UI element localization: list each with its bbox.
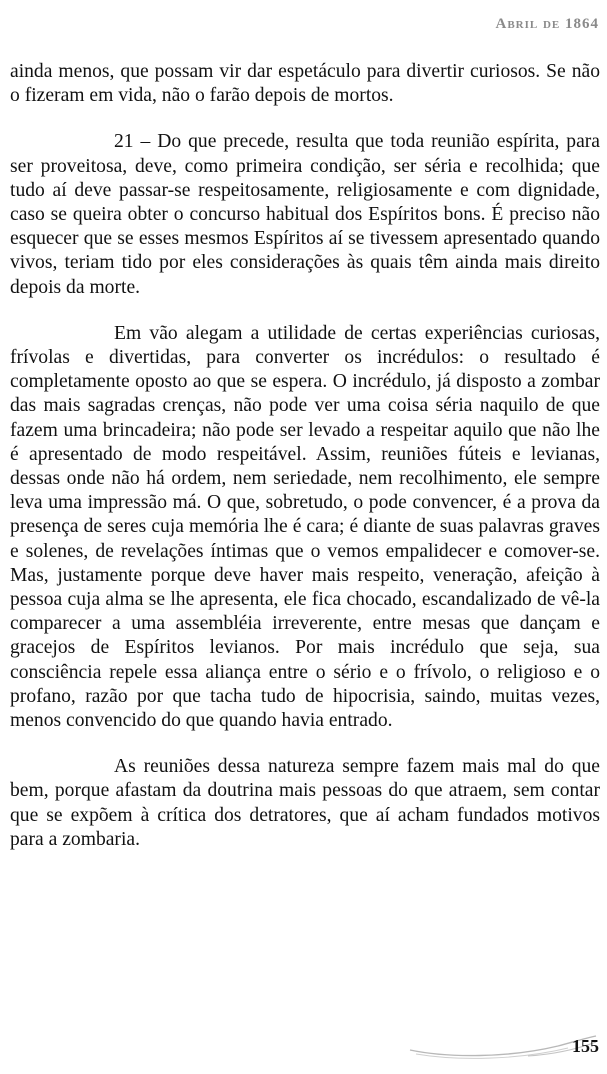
page-number: 155 <box>572 1036 599 1056</box>
paragraph-em-vao: Em vão alegam a utilidade de certas experiências curiosas, frívolas e divertidas, para converter os incrédulos: o resultado é completamente oposto ao que se espera. O incrédulo, já disposto a zombar das mais sagradas crenças, não pode ver uma coisa séria naquilo de que fazem uma brincadeira; não pode ser levado a respeitar aquilo que não lhe é apresentado de modo respeitável. Assim, reuniões fúteis e levianas, dessas onde não há ordem, nem seriedade, nem recolhimento, ele sempre leva uma impressão má. O que, sobretudo, o pode convencer, é a prova da presença de seres cuja memória lhe é cara; é diante de suas palavras graves e solenes, de revelações íntimas que o vemos empalidecer e comover-se. Mas, justamente porque deve haver mais respeito, veneração, afeição à pessoa cuja alma se lhe apresenta, ele fica chocado, escandalizado de vê-la comparecer a uma assembléia irreverente, entre mesas que dançam e gracejos de Espíritos levianos. Por mais incrédulo que seja, sua consciência repele essa aliança entre o sério e o frívolo, o religioso e o profano, razão por que tacha tudo de hipocrisia, saindo, muitas vezes, menos convencido do que quando havia entrado. <box>10 322 600 732</box>
paragraph-continuation: ainda menos, que possam vir dar espetáculo para divertir curiosos. Se não o fizeram em vida, não o farão depois de mortos. <box>10 61 600 107</box>
paragraph-21: 21 – Do que precede, resulta que toda reunião espírita, para ser proveitosa, deve, como primeira condição, ser séria e recolhida; que tudo aí deve passar-se respeitosamente, religiosamente e com dignidade, caso se queira obter o concurso habitual dos Espíritos bons. É preciso não esquecer que se esses mesmos Espíritos aí se tivessem apresentado quando vivos, teriam tido por eles considerações às quais têm ainda mais direito depois da morte. <box>10 131 600 298</box>
paragraph-as-reunioes: As reuniões dessa natureza sempre fazem mais mal do que bem, porque afastam da doutrina mais pessoas do que atraem, sem contar que se expõem à crítica dos detratores, que aí acham fundados motivos para a zombaria. <box>10 756 600 850</box>
swoosh-ornament-icon <box>408 1028 598 1062</box>
running-header: Abril de 1864 <box>495 16 599 32</box>
body-text <box>10 60 600 874</box>
